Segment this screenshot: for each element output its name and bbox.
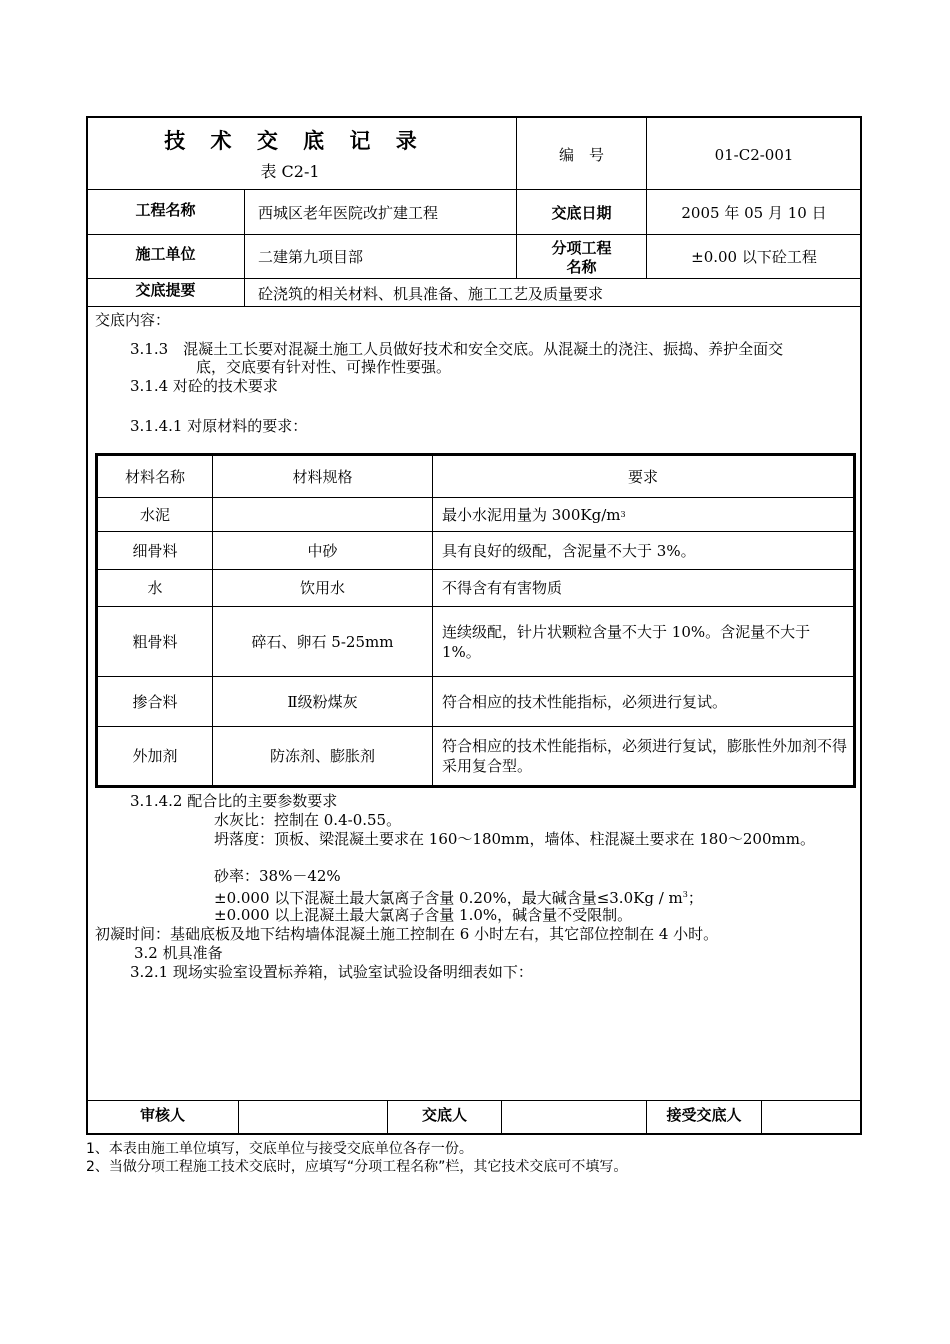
number-label: 编 号	[558, 146, 604, 164]
requirement-text: 最小水泥用量为 300Kg/m	[442, 505, 621, 524]
contractor-label: 施工单位	[135, 245, 196, 263]
superscript: 3	[620, 509, 626, 519]
material-spec: 中砂	[307, 541, 338, 560]
above-zero-limits: ±0.000 以上混凝土最大氯离子含量 1.0%，碱含量不受限制。	[214, 906, 633, 924]
material-spec	[213, 498, 432, 531]
grid-line	[86, 1100, 862, 1101]
material-requirement: 具有良好的级配，含泥量不大于 3%。	[442, 541, 696, 560]
material-requirement	[433, 498, 853, 531]
below-zero-text: ±0.000 以下混凝土最大氯离子含量 0.20%，最大碱含量≤3.0Kg / m	[214, 889, 683, 907]
project-name-label: 工程名称	[135, 201, 196, 219]
subproject-label: 分项工程	[551, 239, 612, 257]
paragraph-313: 3.1.3 混凝土工长要对混凝土施工人员做好技术和安全交底。从混凝土的浇注、振捣、养护全面交	[130, 340, 784, 358]
grid-line	[501, 1100, 502, 1135]
header-requirement: 要求	[627, 467, 658, 486]
material-name: 粗骨料	[132, 632, 178, 651]
form-title: 技 术 交 底 记 录	[164, 128, 426, 153]
sand-ratio: 砂率：38%－42%	[214, 867, 341, 885]
materials-table	[95, 453, 856, 788]
material-requirement: 符合相应的技术性能指标，必须进行复试。	[442, 692, 728, 711]
grid-line	[244, 189, 245, 306]
material-requirement: 符合相应的技术性能指标，必须进行复试，膨胀性外加剂不得采用复合型。	[442, 737, 848, 775]
material-name: 掺合料	[132, 692, 178, 711]
header-material-name: 材料名称	[124, 467, 185, 486]
content-label: 交底内容：	[95, 311, 171, 329]
footnote: 2、当做分项工程施工技术交底时，应填写“分项工程名称”栏，其它技术交底可不填写。	[86, 1159, 628, 1175]
initial-set-time: 初凝时间：基础底板及地下结构墙体混凝土施工控制在 6 小时左右，其它部位控制在 4 小时。	[95, 925, 719, 943]
reviewer-label: 审核人	[139, 1106, 185, 1124]
paragraph-3141: 3.1.4.1 对原材料的要求：	[130, 417, 308, 435]
material-name: 水	[147, 579, 163, 597]
material-name: 细骨料	[132, 541, 178, 560]
receiver-label: 接受交底人	[666, 1106, 742, 1124]
table-number: 表 C2-1	[260, 162, 320, 181]
paragraph-313-cont: 底，交底要有针对性、可操作性要强。	[196, 358, 452, 376]
paragraph-321: 3.2.1 现场实验室设置标养箱，试验室试验设备明细表如下：	[130, 963, 533, 981]
footnote: 1、本表由施工单位填写，交底单位与接受交底单位各存一份。	[86, 1141, 473, 1157]
paragraph-32: 3.2 机具准备	[134, 944, 223, 962]
grid-line	[238, 1100, 239, 1135]
date-label: 交底日期	[551, 204, 612, 222]
number-value: 01-C2-001	[714, 146, 794, 164]
slump: 坍落度：顶板、梁混凝土要求在 160～180mm，墙体、柱混凝土要求在 180～200mm。	[214, 830, 815, 848]
date-value: 2005 年 05 月 10 日	[681, 204, 827, 222]
superscript: 3	[682, 890, 688, 899]
material-name: 外加剂	[132, 747, 178, 765]
header-material-spec: 材料规格	[292, 467, 353, 486]
material-spec: 防冻剂、膨胀剂	[269, 747, 375, 765]
paragraph-314: 3.1.4 对砼的技术要求	[130, 377, 278, 395]
grid-line	[86, 234, 862, 235]
below-zero-end: ；	[687, 889, 703, 907]
grid-line	[86, 278, 862, 279]
subproject-label-2: 名称	[566, 258, 597, 276]
water-cement-ratio: 水灰比：控制在 0.4-0.55。	[214, 811, 402, 829]
grid-line	[86, 189, 862, 190]
grid-line	[86, 306, 862, 307]
summary: 砼浇筑的相关材料、机具准备、施工工艺及质量要求	[258, 285, 604, 303]
project-name: 西城区老年医院改扩建工程	[258, 204, 439, 222]
summary-label: 交底提要	[135, 281, 196, 299]
material-requirement: 不得含有有害物质	[442, 579, 563, 597]
below-zero-limits	[214, 886, 703, 907]
material-spec: 碎石、卵石 5-25mm	[251, 632, 394, 651]
material-spec: 饮用水	[299, 579, 345, 597]
subproject-value: ±0.00 以下砼工程	[691, 248, 817, 266]
material-name: 水泥	[139, 505, 170, 524]
material-spec: Ⅱ级粉煤灰	[287, 692, 358, 711]
paragraph-3142: 3.1.4.2 配合比的主要参数要求	[130, 792, 338, 810]
contractor: 二建第九项目部	[258, 248, 364, 266]
material-requirement: 连续级配，针片状颗粒含量不大于 10%。含泥量不大于 1%。	[442, 622, 811, 661]
grid-line	[761, 1100, 762, 1135]
presenter-label: 交底人	[421, 1106, 467, 1124]
